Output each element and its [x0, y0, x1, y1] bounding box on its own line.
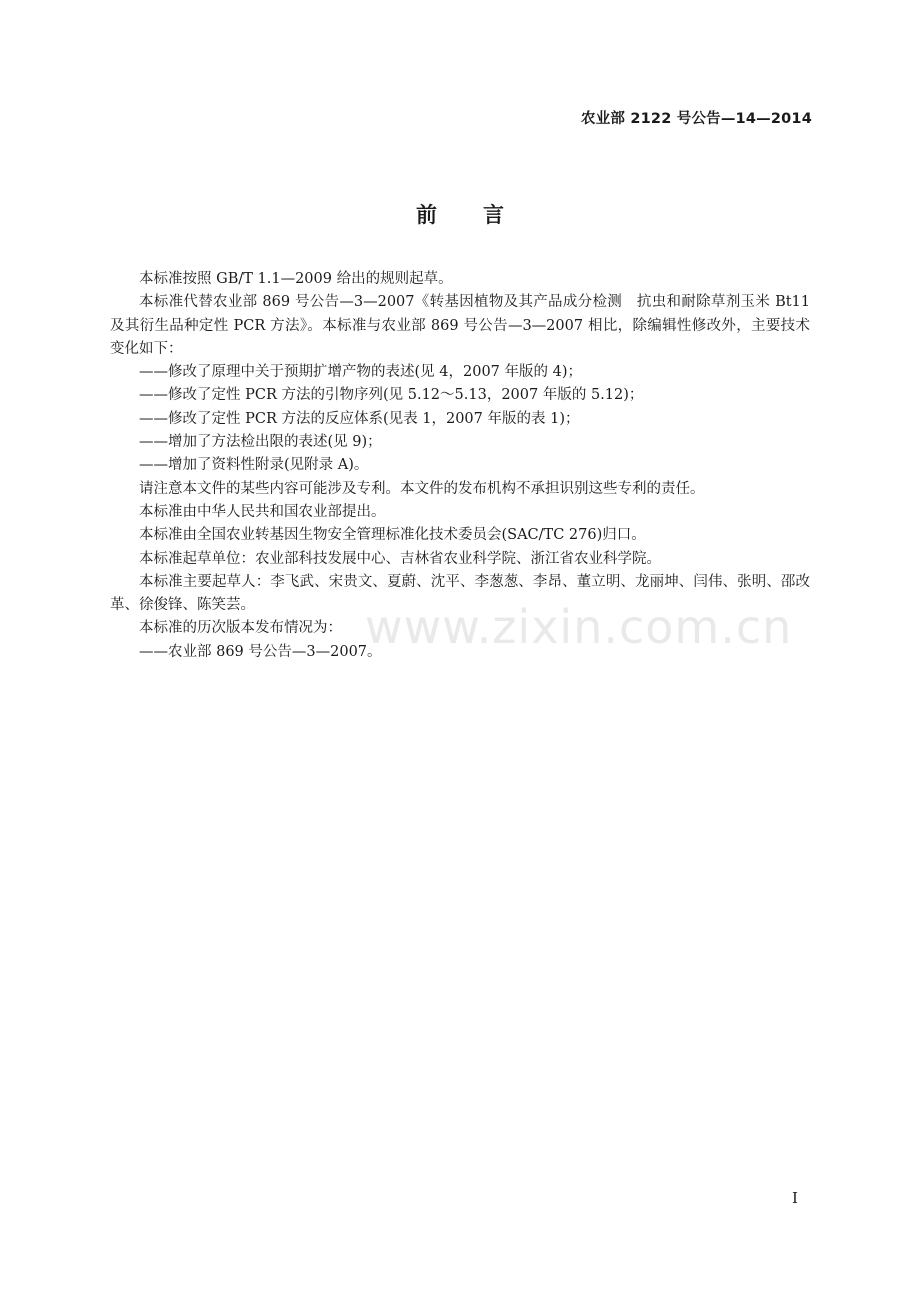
paragraph-replacement: 本标准代替农业部 869 号公告—3—2007《转基因植物及其产品成分检测 抗虫和耐除草剂玉米 Bt11 及其衍生品种定性 PCR 方法》。本标准与农业部 869 号公告—3—2007 相比，除编辑性修改外，主要技术变化如下：: [110, 294, 810, 357]
watermark: www.zixin.com.cn: [365, 600, 793, 654]
page-number: I: [792, 1189, 798, 1207]
version-history-item: ——农业部 869 号公告—3—2007。: [139, 643, 382, 660]
paragraph-drafting-units: 本标准起草单位：农业部科技发展中心、吉林省农业科学院、浙江省农业科学院。: [139, 550, 661, 567]
page-title: 前言: [416, 203, 550, 227]
document-code: 农业部 2122 号公告—14—2014: [581, 111, 812, 127]
paragraph-drafting-rules: 本标准按照 GB/T 1.1—2009 给出的规则起草。: [139, 271, 453, 287]
change-item-principle: ——修改了原理中关于预期扩增产物的表述(见 4，2007 年版的 4)；: [139, 364, 582, 381]
paragraph-proposed-by: 本标准由中华人民共和国农业部提出。: [139, 503, 386, 520]
paragraph-administered-by: 本标准由全国农业转基因生物安全管理标准化技术委员会(SAC/TC 276)归口。: [139, 527, 646, 544]
paragraph-version-history: 本标准的历次版本发布情况为：: [139, 620, 342, 637]
paragraph-patent-notice: 请注意本文件的某些内容可能涉及专利。本文件的发布机构不承担识别这些专利的责任。: [139, 480, 705, 497]
change-item-reaction-system: ——修改了定性 PCR 方法的反应体系(见表 1，2007 年版的表 1)；: [139, 410, 580, 427]
paragraph-drafters: 本标准主要起草人：李飞武、宋贵文、夏蔚、沈平、李葱葱、李昂、董立明、龙丽坤、闫伟、张明、邵改革、徐俊锋、陈笑芸。: [110, 573, 810, 614]
change-item-annex: ——增加了资料性附录(见附录 A)。: [139, 457, 369, 474]
change-item-detection-limit: ——增加了方法检出限的表述(见 9)；: [139, 434, 382, 451]
change-item-primers: ——修改了定性 PCR 方法的引物序列(见 5.12～5.13，2007 年版的 5.12)；: [139, 387, 644, 404]
